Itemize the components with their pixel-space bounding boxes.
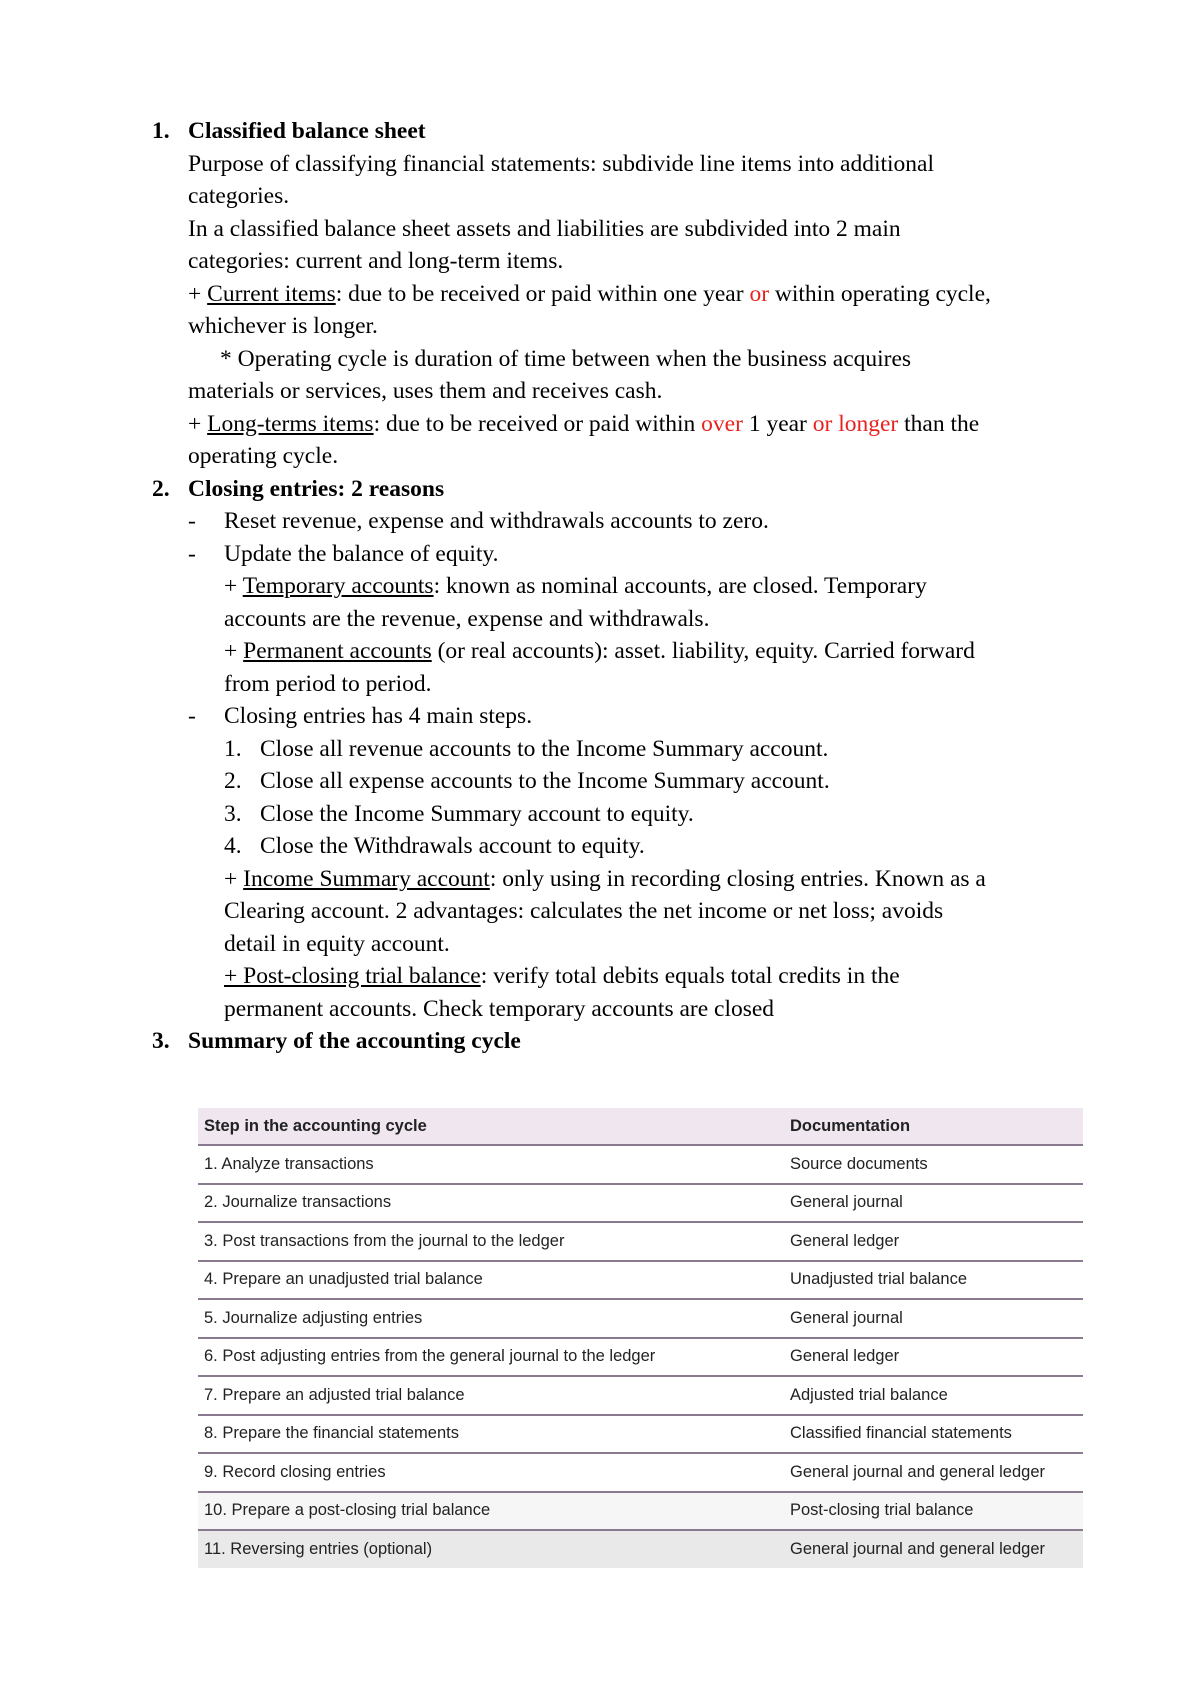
step-number: 4. — [224, 833, 242, 859]
section-3-number: 3. — [152, 1028, 170, 1054]
documentation-cell: Classified financial statements — [784, 1415, 1083, 1454]
step-cell: 6. Post adjusting entries from the general journal to the ledger — [198, 1338, 784, 1377]
table-row — [198, 1299, 1083, 1338]
documentation-cell: Unadjusted trial balance — [784, 1261, 1083, 1300]
long-term-items-term: Long-terms items — [207, 411, 374, 437]
table-row — [198, 1338, 1083, 1377]
table-row — [198, 1184, 1083, 1223]
column-header-step: Step in the accounting cycle — [198, 1108, 784, 1145]
paragraph-line: from period to period. — [224, 671, 432, 697]
paragraph-line: Purpose of classifying financial statements: subdivide line items into additional — [188, 151, 934, 177]
table-row — [198, 1415, 1083, 1454]
paragraph-line: accounts are the revenue, expense and withdrawals. — [224, 606, 710, 632]
permanent-accounts-term: Permanent accounts — [243, 638, 432, 664]
section-3-title: Summary of the accounting cycle — [188, 1028, 521, 1054]
table-row — [198, 1145, 1083, 1184]
section-2-number: 2. — [152, 476, 170, 502]
emphasis-over: over — [701, 411, 743, 437]
table-row — [198, 1492, 1083, 1531]
table-row — [198, 1453, 1083, 1492]
income-summary-term: Income Summary account — [243, 866, 490, 892]
step-cell: 4. Prepare an unadjusted trial balance — [198, 1261, 784, 1300]
current-items-term: Current items — [207, 281, 336, 307]
bullet-dash: - — [188, 541, 196, 567]
step-cell: 11. Reversing entries (optional) — [198, 1530, 784, 1568]
permanent-accounts-line: + Permanent accounts (or real accounts): asset. liability, equity. Carried forward — [224, 638, 975, 664]
step-text: Close all expense accounts to the Income Summary account. — [260, 768, 830, 794]
documentation-cell: General journal and general ledger — [784, 1453, 1083, 1492]
paragraph-line: categories: current and long-term items. — [188, 248, 564, 274]
paragraph-line: permanent accounts. Check temporary accounts are closed — [224, 996, 775, 1022]
paragraph-line: materials or services, uses them and receives cash. — [188, 378, 663, 404]
step-cell: 3. Post transactions from the journal to the ledger — [198, 1222, 784, 1261]
step-cell: 1. Analyze transactions — [198, 1145, 784, 1184]
step-cell: 7. Prepare an adjusted trial balance — [198, 1376, 784, 1415]
paragraph-line: operating cycle. — [188, 443, 339, 469]
operating-cycle-note: * Operating cycle is duration of time between when the business acquires — [220, 346, 912, 372]
documentation-cell: Post-closing trial balance — [784, 1492, 1083, 1531]
column-header-documentation: Documentation — [784, 1108, 1083, 1145]
bullet-dash: - — [188, 703, 196, 729]
temporary-accounts-line: + Temporary accounts: known as nominal accounts, are closed. Temporary — [224, 573, 927, 599]
emphasis-or: or — [749, 281, 770, 307]
step-text: Close the Withdrawals account to equity. — [260, 833, 645, 859]
paragraph-line: whichever is longer. — [188, 313, 378, 339]
step-cell: 5. Journalize adjusting entries — [198, 1299, 784, 1338]
table-row — [198, 1222, 1083, 1261]
paragraph-line: detail in equity account. — [224, 931, 450, 957]
step-cell: 9. Record closing entries — [198, 1453, 784, 1492]
step-cell: 10. Prepare a post-closing trial balance — [198, 1492, 784, 1531]
emphasis-or-longer: or longer — [812, 411, 899, 437]
temporary-accounts-term: Temporary accounts — [242, 573, 434, 599]
table-header-row — [198, 1108, 1083, 1145]
table-row — [198, 1530, 1083, 1568]
documentation-cell: General journal — [784, 1184, 1083, 1223]
section-1-title: Classified balance sheet — [188, 118, 426, 144]
section-2-title: Closing entries: 2 reasons — [188, 476, 445, 502]
paragraph-line: categories. — [188, 183, 290, 209]
bullet-item: Closing entries has 4 main steps. — [224, 703, 533, 729]
step-text: Close the Income Summary account to equity. — [260, 801, 694, 827]
table-row — [198, 1376, 1083, 1415]
current-items-line: + Current items: due to be received or paid within one year or within operating cycle, — [188, 281, 991, 307]
documentation-cell: General ledger — [784, 1222, 1083, 1261]
section-1-number: 1. — [152, 118, 170, 144]
step-cell: 2. Journalize transactions — [198, 1184, 784, 1223]
post-closing-term: + Post-closing trial balance — [224, 963, 481, 989]
documentation-cell: Source documents — [784, 1145, 1083, 1184]
step-cell: 8. Prepare the financial statements — [198, 1415, 784, 1454]
step-number: 1. — [224, 736, 242, 762]
documentation-cell: General journal and general ledger — [784, 1530, 1083, 1568]
documentation-cell: General journal — [784, 1299, 1083, 1338]
post-closing-line: + Post-closing trial balance: verify total debits equals total credits in the — [224, 963, 900, 989]
documentation-cell: General ledger — [784, 1338, 1083, 1377]
income-summary-line: + Income Summary account: only using in recording closing entries. Known as a — [224, 866, 986, 892]
documentation-cell: Adjusted trial balance — [784, 1376, 1083, 1415]
paragraph-line: In a classified balance sheet assets and liabilities are subdivided into 2 main — [188, 216, 901, 242]
accounting-cycle-table — [198, 1108, 1083, 1568]
bullet-item: Update the balance of equity. — [224, 541, 499, 567]
step-number: 2. — [224, 768, 242, 794]
step-text: Close all revenue accounts to the Income Summary account. — [260, 736, 829, 762]
bullet-dash: - — [188, 508, 196, 534]
table-row — [198, 1261, 1083, 1300]
bullet-item: Reset revenue, expense and withdrawals accounts to zero. — [224, 508, 769, 534]
paragraph-line: Clearing account. 2 advantages: calculates the net income or net loss; avoids — [224, 898, 944, 924]
long-term-items-line: + Long-terms items: due to be received or paid within over 1 year or longer than the — [188, 411, 980, 437]
step-number: 3. — [224, 801, 242, 827]
